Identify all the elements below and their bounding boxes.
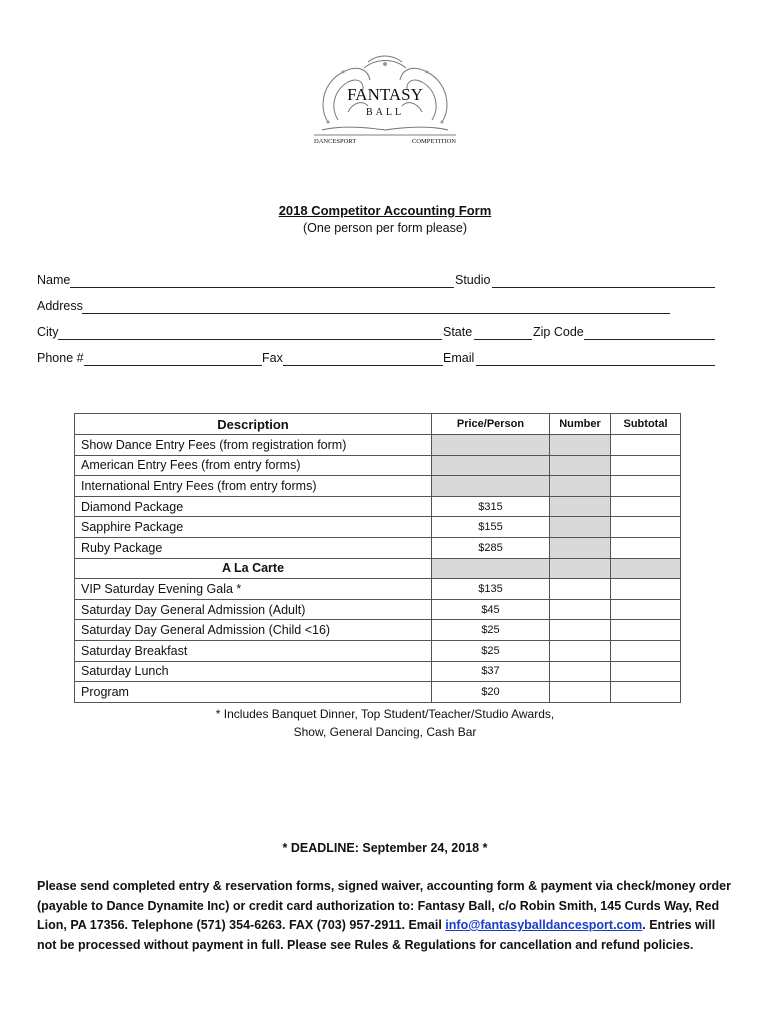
accounting-table	[74, 413, 681, 703]
description-header: Description	[75, 414, 432, 435]
email-label: Email	[443, 351, 475, 365]
row-subtotal-cell[interactable]	[611, 537, 681, 558]
deadline: * DEADLINE: September 24, 2018 *	[282, 841, 488, 855]
table-row	[75, 599, 681, 620]
table-header-row	[75, 414, 681, 435]
city-label: City	[37, 325, 59, 339]
row-number-cell[interactable]	[550, 579, 611, 600]
table-row	[75, 435, 681, 456]
row-subtotal-cell[interactable]	[611, 661, 681, 682]
section-title: A La Carte	[75, 558, 432, 579]
row-subtotal-cell[interactable]	[611, 599, 681, 620]
row-price: $25	[432, 620, 550, 641]
logo-tagline-right: COMPETITION	[411, 138, 456, 145]
gala-note	[0, 705, 770, 741]
address-field[interactable]	[82, 300, 670, 314]
fax-field[interactable]	[283, 352, 443, 366]
studio-field[interactable]	[492, 274, 715, 288]
shaded-cell	[432, 558, 550, 579]
state-label: State	[443, 325, 473, 339]
row-price	[432, 435, 550, 456]
row-subtotal-cell[interactable]	[611, 517, 681, 538]
shaded-cell	[611, 558, 681, 579]
row-number-cell	[550, 537, 611, 558]
fantasy-ball-logo	[308, 52, 462, 148]
row-number-cell[interactable]	[550, 620, 611, 641]
row-number-cell	[550, 435, 611, 456]
row-description: Diamond Package	[75, 496, 432, 517]
shaded-cell	[550, 558, 611, 579]
row-number-cell	[550, 517, 611, 538]
phone-field[interactable]	[84, 352, 262, 366]
address-label: Address	[37, 299, 83, 313]
row-price: $25	[432, 640, 550, 661]
row-subtotal-cell[interactable]	[611, 620, 681, 641]
table-row	[75, 517, 681, 538]
table-row	[75, 579, 681, 600]
table-row	[75, 620, 681, 641]
row-description: VIP Saturday Evening Gala *	[75, 579, 432, 600]
row-number-cell[interactable]	[550, 599, 611, 620]
table-row	[75, 682, 681, 703]
row-description: Saturday Day General Admission (Child <16)	[75, 620, 432, 641]
row-description: Saturday Lunch	[75, 661, 432, 682]
section-row-alacarte	[75, 558, 681, 579]
form-subtitle: (One person per form please)	[303, 221, 467, 235]
row-price	[432, 455, 550, 476]
form-title: 2018 Competitor Accounting Form	[278, 203, 492, 218]
name-label: Name	[37, 273, 71, 287]
row-price: $285	[432, 537, 550, 558]
table-row	[75, 640, 681, 661]
row-number-cell[interactable]	[550, 661, 611, 682]
row-description: American Entry Fees (from entry forms)	[75, 455, 432, 476]
table-row	[75, 455, 681, 476]
row-description: Program	[75, 682, 432, 703]
subtotal-header: Subtotal	[611, 414, 681, 435]
instructions-text-end: . Entries will not be processed without payment in full. Please see Rules & Regulations for cancellation and refund policies.	[37, 918, 716, 952]
price-header: Price/Person	[432, 414, 550, 435]
gala-note-line2: Show, General Dancing, Cash Bar	[293, 725, 477, 739]
email-link[interactable]: info@fantasyballdancesport.com	[445, 918, 643, 932]
row-subtotal-cell[interactable]	[611, 496, 681, 517]
row-price: $155	[432, 517, 550, 538]
gala-note-line1: * Includes Banquet Dinner, Top Student/Teacher/Studio Awards,	[215, 707, 555, 721]
table-row	[75, 661, 681, 682]
row-price: $45	[432, 599, 550, 620]
row-number-cell	[550, 476, 611, 497]
city-field[interactable]	[58, 326, 442, 340]
table-row	[75, 476, 681, 497]
row-description: International Entry Fees (from entry forms)	[75, 476, 432, 497]
row-price: $20	[432, 682, 550, 703]
row-subtotal-cell[interactable]	[611, 455, 681, 476]
row-subtotal-cell[interactable]	[611, 435, 681, 456]
row-description: Saturday Day General Admission (Adult)	[75, 599, 432, 620]
instructions-text-start: Please send completed entry & reservation forms, signed waiver, accounting form & payment via check/money order (payable to Dance Dynamite Inc) or credit card authorization to: Fantasy Ball, c/o Robin Smith, 145 Curds Way, Red Lion, PA 17356. Telephone (571) 354-6263. FAX (703) 957-2911. Email	[37, 879, 731, 932]
name-field[interactable]	[70, 274, 454, 288]
phone-label: Phone #	[37, 351, 84, 365]
zip-label: Zip Code	[533, 325, 584, 339]
row-price: $135	[432, 579, 550, 600]
row-subtotal-cell[interactable]	[611, 476, 681, 497]
row-number-cell[interactable]	[550, 682, 611, 703]
studio-label: Studio	[455, 273, 491, 287]
row-description: Saturday Breakfast	[75, 640, 432, 661]
row-subtotal-cell[interactable]	[611, 579, 681, 600]
row-number-cell	[550, 496, 611, 517]
row-price	[432, 476, 550, 497]
logo-name-line1: FANTASY	[347, 85, 423, 104]
table-row	[75, 537, 681, 558]
row-number-cell	[550, 455, 611, 476]
row-subtotal-cell[interactable]	[611, 640, 681, 661]
row-price: $37	[432, 661, 550, 682]
row-description: Show Dance Entry Fees (from registration form)	[75, 435, 432, 456]
fax-label: Fax	[262, 351, 283, 365]
zip-field[interactable]	[584, 326, 715, 340]
email-field[interactable]	[476, 352, 715, 366]
row-description: Ruby Package	[75, 537, 432, 558]
row-subtotal-cell[interactable]	[611, 682, 681, 703]
row-price: $315	[432, 496, 550, 517]
instructions	[37, 877, 737, 955]
logo-tagline-left: DANCESPORT	[314, 138, 357, 145]
logo-name-line2: BALL	[365, 107, 405, 118]
number-header: Number	[550, 414, 611, 435]
state-field[interactable]	[474, 326, 532, 340]
row-description: Sapphire Package	[75, 517, 432, 538]
row-number-cell[interactable]	[550, 640, 611, 661]
table-row	[75, 496, 681, 517]
